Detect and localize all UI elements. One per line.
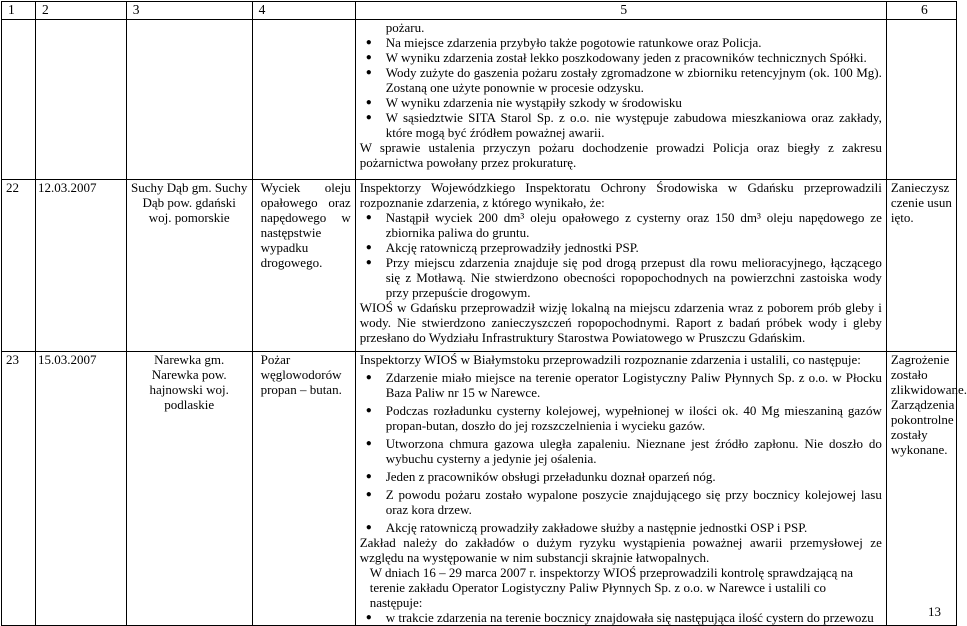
description-cell (355, 20, 886, 180)
row-event: Wyciek oleju opałowego oraz napędowego w następstwie wypadku drogowego. (252, 180, 355, 352)
row-effect: Zanieczyszczenie usunięto. (886, 180, 956, 352)
list-item: ● Nastąpił wyciek 200 dm³ oleju opałowego z cysterny oraz 150 dm³ oleju napędowego ze zbiornika paliwa do gruntu. (360, 210, 882, 240)
row-intro: Inspektorzy WIOŚ w Białymstoku przeprowadzili rozpoznanie zdarzenia i ustalili, co następuje: (359, 352, 861, 367)
header-cell: 1 (2, 2, 36, 20)
list-item: ● Z powodu pożaru zostało wypalone poszycie znajdującego się przy bocznicy kolejowej lasu oraz kora drzew. (360, 487, 882, 517)
description-cell (355, 180, 886, 352)
bullet-list (360, 370, 882, 535)
header-cell: 4 (252, 2, 355, 20)
row-event: Pożar węglowodorów propan – butan. (252, 352, 355, 626)
header-row (2, 2, 957, 20)
row-intro: Inspektorzy Wojewódzkiego Inspektoratu Ochrony Środowiska w Gdańsku przeprowadzili rozpoznanie zdarzenia, z którego wynikało, że: (359, 180, 882, 210)
row-place: Narewka gm. Narewka pow. hajnowski woj. podlaskie (126, 352, 252, 626)
row-place: Suchy Dąb gm. Suchy Dąb pow. gdański woj. pomorskie (126, 180, 252, 352)
header-cell: 3 (126, 2, 252, 20)
list-item: ● Przy miejscu zdarzenia znajduje się pod drogą przepust dla rowu melioracyjnego, łączącego się z Motławą. Nie stwierdzono obecności ropopochodnych na powierzchni zastoiska wody przy przepuście drogowym. (360, 255, 882, 300)
page-number: 13 (928, 604, 941, 619)
list-item: ● Podczas rozładunku cysterny kolejowej, wypełnionej w ilości ok. 40 Mg mieszaniną gazów propan-butan, doszło do jej rozszczelnienia i wycieku gazów. (360, 403, 882, 433)
header-cell: 6 (886, 2, 956, 20)
list-item: ● Utworzona chmura gazowa uległa zapaleniu. Nieznane jest źródło zapłonu. Nie doszło do wybuchu cysterny a jedynie jej ośalenia. (360, 436, 882, 466)
list-item: ● Wody zużyte do gaszenia pożaru zostały zgromadzone w zbiorniku retencyjnym (ok. 100 Mg). Zostaną one użyte ponownie w procesie odzysku. (360, 65, 882, 95)
list-item: ● Zdarzenie miało miejsce na terenie operator Logistyczny Paliw Płynnych Sp. z o.o. w Płocku Baza Paliw nr 15 w Narewce. (360, 370, 882, 400)
closing-text: W sprawie ustalenia przyczyn pożaru dochodzenie prowadzi Policja oraz biegły z zakresu pożarnictwa powołany przez prokuraturę. (359, 140, 882, 170)
header-cell: 5 (355, 2, 886, 20)
row-effect: Zagrożenie zostało zlikwidowane. Zarządzenia pokontrolne zostały wykonane. (886, 352, 956, 626)
row-date: 15.03.2007 (36, 352, 127, 626)
list-item: ● W wyniku zdarzenia został lekko poszkodowany jeden z pracowników technicznych Spółki. (360, 50, 882, 65)
list-item: ● W sąsiedztwie SITA Starol Sp. z o.o. nie występuje zabudowa mieszkaniowa oraz zakłady, które mogą być źródłem poważnej awarii. (360, 110, 882, 140)
table-row (2, 180, 957, 352)
row-date: 12.03.2007 (36, 180, 127, 352)
continuation-row (2, 20, 957, 180)
list-item: ● Na miejsce zdarzenia przybyło także pogotowie ratunkowe oraz Policja. (360, 35, 882, 50)
bullet-list (360, 210, 882, 300)
header-cell: 2 (36, 2, 127, 20)
list-item: ● Akcję ratowniczą prowadziły zakładowe służby a następnie jednostki OSP i PSP. (360, 520, 882, 535)
bullet-list (360, 610, 882, 625)
row-number: 23 (2, 352, 36, 626)
table-row (2, 352, 957, 626)
row-intro: pożaru. (385, 20, 425, 35)
description-cell (355, 352, 886, 626)
incident-table (1, 1, 967, 626)
row-number: 22 (2, 180, 36, 352)
closing-text: W dniach 16 – 29 marca 2007 r. inspektorzy WIOŚ przeprowadzili kontrolę sprawdzającą na terenie zakładu Operator Logistyczny Paliw Płynnych Sp. z o.o. w Narewce i ustalili co następuje: (369, 565, 853, 610)
bullet-list (360, 35, 882, 140)
list-item: ● Akcję ratowniczą przeprowadziły jednostki PSP. (360, 240, 882, 255)
list-item: ● W wyniku zdarzenia nie wystąpiły szkody w środowisku (360, 95, 882, 110)
closing-text: Zakład należy do zakładów o dużym ryzyku wystąpienia poważnej awarii przemysłowej ze względu na występowanie w nim substancji skrajnie łatwopalnych. (359, 535, 882, 565)
list-item: ● w trakcie zdarzenia na terenie bocznicy znajdowała się następująca ilość cystern do przewozu (360, 610, 882, 625)
closing-text: WIOŚ w Gdańsku przeprowadził wizję lokalną na miejscu zdarzenia wraz z poborem prób gleby i wody. Nie stwierdzono zanieczyszczeń ropopochodnymi. Raport z badań próbek wody i gleby przesłano do Wydziału Infrastruktury Starostwa Powiatowego w Pruszczu Gdańskim. (359, 300, 882, 345)
list-item: ● Jeden z pracowników obsługi przeładunku doznał oparzeń nóg. (360, 469, 882, 484)
